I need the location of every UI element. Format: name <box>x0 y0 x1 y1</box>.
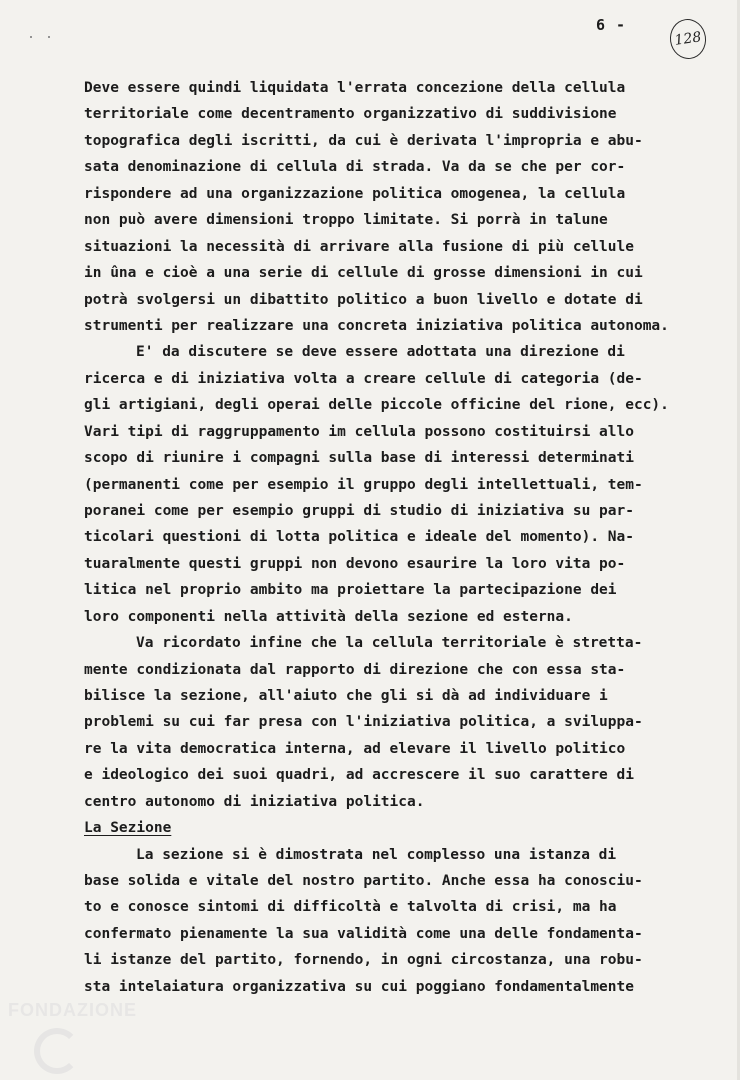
text-line: strumenti per realizzare una concreta iniziativa politica autonoma. <box>84 318 669 334</box>
scan-speck <box>48 36 50 38</box>
text-line: Vari tipi di raggruppamento im cellula possono costituirsi allo <box>84 424 634 440</box>
text-line: mente condizionata dal rapporto di direzione che con essa sta- <box>84 662 626 678</box>
watermark-logo-icon <box>34 1028 80 1074</box>
text-line: (permanenti come per esempio il gruppo degli intellettuali, tem- <box>84 477 643 493</box>
text-line: poranei come per esempio gruppi di studio di iniziativa su par- <box>84 503 634 519</box>
text-line: gli artigiani, degli operai delle piccole officine del rione, ecc). <box>84 397 669 413</box>
text-line: rispondere ad una organizzazione politica omogenea, la cellula <box>84 186 626 202</box>
text-line: e ideologico dei suoi quadri, ad accrescere il suo carattere di <box>84 767 634 783</box>
folio-stamp: 128 <box>667 17 708 62</box>
text-line: topografica degli iscritti, da cui è derivata l'impropria e abu- <box>84 133 643 149</box>
text-line: in ûna e cioè a una serie di cellule di grosse dimensioni in cui <box>84 265 643 281</box>
text-line: territoriale come decentramento organizzativo di suddivisione <box>84 106 617 122</box>
watermark-logo <box>8 1000 188 1070</box>
text-line: litica nel proprio ambito ma proiettare la partecipazione dei <box>84 582 617 598</box>
watermark-text: FONDAZIONE <box>8 1000 137 1020</box>
text-line: confermato pienamente la sua validità come una delle fondamenta- <box>84 926 643 942</box>
text-line: to e conosce sintomi di difficoltà e talvolta di crisi, ma ha <box>84 899 617 915</box>
text-line: re la vita democratica interna, ad elevare il livello politico <box>84 741 626 757</box>
text-line: situazioni la necessità di arrivare alla fusione di più cellule <box>84 239 634 255</box>
section-heading: La Sezione <box>84 820 172 836</box>
text-line: ticolari questioni di lotta politica e ideale del momento). Na- <box>84 529 634 545</box>
text-line: sata denominazione di cellula di strada. Va da se che per cor- <box>84 159 626 175</box>
text-line: scopo di riunire i compagni sulla base di interessi determinati <box>84 450 634 466</box>
scan-speck <box>30 36 32 38</box>
text-line: Va ricordato infine che la cellula territoriale è stretta- <box>136 635 643 651</box>
page-number: 6 - <box>596 16 627 34</box>
text-line: non può avere dimensioni troppo limitate. Si porrà in talune <box>84 212 608 228</box>
text-line: li istanze del partito, fornendo, in ogni circostanza, una robu- <box>84 952 643 968</box>
text-line: Deve essere quindi liquidata l'errata concezione della cellula <box>84 80 626 96</box>
text-line: base solida e vitale del nostro partito. Anche essa ha conosciu- <box>84 873 643 889</box>
text-line: loro componenti nella attività della sezione ed esterna. <box>84 609 573 625</box>
text-line: bilisce la sezione, all'aiuto che gli si dà ad individuare i <box>84 688 608 704</box>
text-line: sta intelaiatura organizzativa su cui poggiano fondamentalmente <box>84 979 634 995</box>
text-line: tuaralmente questi gruppi non devono esaurire la loro vita po- <box>84 556 626 572</box>
text-line: potrà svolgersi un dibattito politico a buon livello e dotate di <box>84 292 643 308</box>
text-line: problemi su cui far presa con l'iniziativa politica, a sviluppa- <box>84 714 643 730</box>
text-line: centro autonomo di iniziativa politica. <box>84 794 425 810</box>
text-line: E' da discutere se deve essere adottata una direzione di <box>136 344 625 360</box>
text-line: La sezione si è dimostrata nel complesso una istanza di <box>136 847 617 863</box>
text-line: ricerca e di iniziativa volta a creare cellule di categoria (de- <box>84 371 643 387</box>
